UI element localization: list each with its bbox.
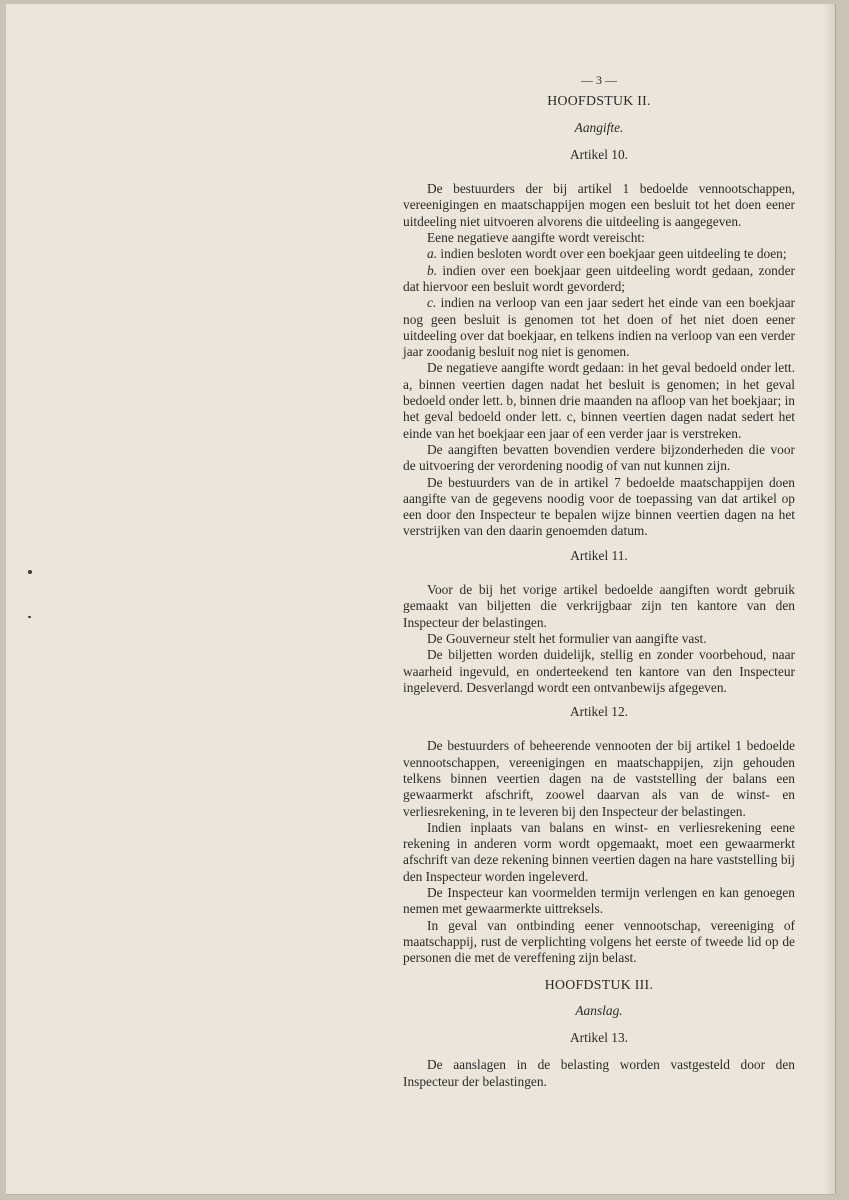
article-12-paragraph-2: Indien inplaats van balans en winst- en verliesrekening eene rekening in anderen vorm wordt opgemaakt, moet een gewaarmerkt afschrift van deze rekening binnen veertien dagen na hare vaststelling bij den Inspecteur worden ingeleverd. <box>403 819 795 884</box>
text-column <box>403 72 795 1090</box>
article-12-paragraph-3: De Inspecteur kan voormelden termijn verlengen en kan genoegen nemen met gewaarmerkte uittreksels. <box>403 885 795 917</box>
chapter-2-heading: HOOFDSTUK II. <box>547 93 651 109</box>
article-10-paragraph-4: De aangiften bevatten bovendien verdere bijzonderheden die voor de uitvoering der verordening noodig of van nut kunnen zijn. <box>403 441 795 474</box>
chapter-3-subtitle: Aanslag. <box>575 1002 623 1018</box>
article-13-heading: Artikel 13. <box>569 1030 628 1046</box>
chapter-2-subtitle: Aangifte. <box>574 119 624 135</box>
article-10-paragraph-2: Eene negatieve aangifte wordt vereischt: <box>427 230 645 246</box>
article-11-paragraph-3: De biljetten worden duidelijk, stellig en zonder voorbehoud, naar waarheid ingevuld, en onderteekend ten kantore van den Inspecteur ingeleverd. Desverlangd wordt een ontvanbewijs afgegeven. <box>403 647 795 695</box>
article-10-item-c <box>403 295 795 360</box>
item-text: indien besloten wordt over een boekjaar geen uitdeeling te doen; <box>440 246 787 262</box>
item-label: b. <box>427 262 438 278</box>
article-10-paragraph-1: De bestuurders der bij artikel 1 bedoelde vennootschappen, vereenigingen en maatschappijen mogen een besluit tot het doen eener uitdeeling niet uitvoeren alvorens die uitdeeling is aangegeven. <box>403 181 795 229</box>
item-label: c. <box>427 295 437 311</box>
article-12-paragraph-1: De bestuurders of beheerende vennooten der bij artikel 1 bedoelde vennootschappen, vereenigingen en maatschappijen, zijn gehouden telkens binnen veertien dagen na de vaststelling der balans een gewaarmerkt afschrift, zoowel daarvan als van de winst- en verliesrekening, in te leveren bij den Inspecteur der belastingen. <box>403 738 795 819</box>
article-10-heading: Artikel 10. <box>569 146 628 162</box>
item-text: indien na verloop van een jaar sedert het einde van een boekjaar nog geen besluit is genomen tot het doen of het niet doen eener uitdeeling over dat boekjaar, en telkens indien na verloop van een verder jaar zoodanig besluit nog niet is genomen. <box>403 295 795 360</box>
binding-hole-dot <box>28 570 32 574</box>
article-10-item-a <box>403 246 795 262</box>
article-11-paragraph-1: Voor de bij het vorige artikel bedoelde aangiften wordt gebruik gemaakt van biljetten die verkrijgbaar zijn ten kantore van den Inspecteur der belastingen. <box>403 582 795 630</box>
chapter-3-heading: HOOFDSTUK III. <box>544 976 654 992</box>
article-13-paragraph-1: De aanslagen in de belasting worden vastgesteld door den Inspecteur der belastingen. <box>403 1057 795 1089</box>
article-10-item-b <box>403 263 795 296</box>
article-10-paragraph-5: De bestuurders van de in artikel 7 bedoelde maatschappijen doen aangifte van de gegevens noodig voor de toepassing van dat artikel op een door den Inspecteur te bepalen wijze binnen veertien dagen na het verstrijken van den daarin genoemden datum. <box>403 474 795 539</box>
article-12-heading: Artikel 12. <box>569 704 628 720</box>
article-11-paragraph-2: De Gouverneur stelt het formulier van aangifte vast. <box>427 630 707 646</box>
binding-mark <box>28 616 31 618</box>
page-number: — 3 — <box>581 73 617 87</box>
item-label: a. <box>427 246 438 262</box>
article-10-paragraph-3: De negatieve aangifte wordt gedaan: in het geval bedoeld onder lett. a, binnen veertien dagen nadat het besluit is genomen; in het geval bedoeld onder lett. b, binnen drie maanden na afloop van het boekjaar; in het geval bedoeld onder lett. c, binnen veertien dagen nadat sedert het einde van het boekjaar een jaar of een verder jaar is verstreken. <box>403 360 795 441</box>
item-text: indien over een boekjaar geen uitdeeling wordt gedaan, zonder dat hiervoor een besluit wordt gevorderd; <box>403 262 795 294</box>
page-edge-shadow <box>823 4 835 1194</box>
article-12-paragraph-4: In geval van ontbinding eener vennootschap, vereeniging of maatschappij, rust de verplichting volgens het eerste of tweede lid op de personen die met de vereffening zijn belast. <box>403 917 795 966</box>
article-11-heading: Artikel 11. <box>570 547 628 563</box>
document-page <box>6 4 835 1194</box>
